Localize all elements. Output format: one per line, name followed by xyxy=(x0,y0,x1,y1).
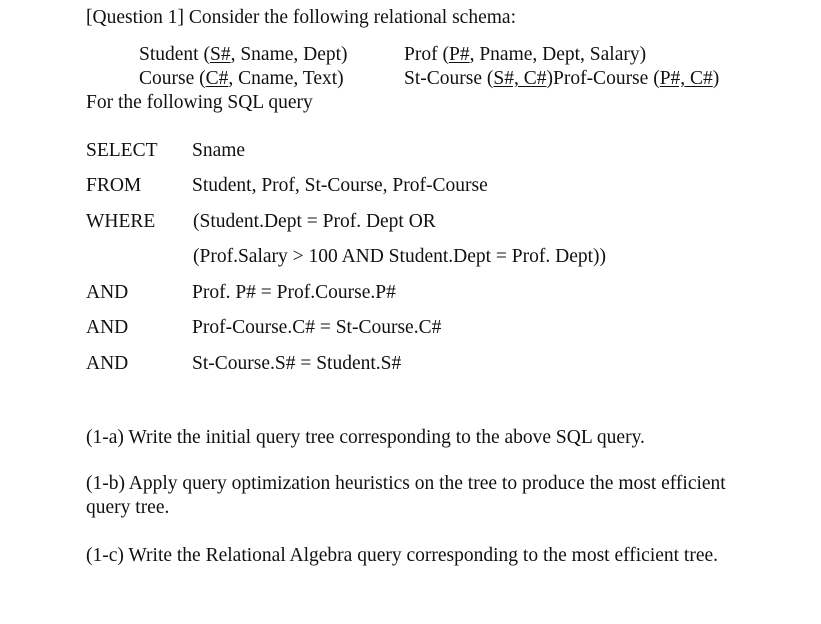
schema-prof-name: Prof xyxy=(404,44,438,65)
schema-student-name: Student xyxy=(139,44,199,65)
sql-where-condition-1: (Student.Dept = Prof. Dept OR xyxy=(193,211,436,232)
schema-prof-key: P# xyxy=(448,44,470,65)
schema-course-name: Course xyxy=(139,68,195,89)
schema-st-course-and-prof-course: St-Course (S#, C#)Prof-Course (P#, C#) xyxy=(404,68,720,89)
sql-and-condition-2: Prof-Course.C# = St-Course.C# xyxy=(192,317,442,338)
schema-prof-rest: , Pname, Dept, Salary) xyxy=(469,44,647,65)
task-1b-line-1: (1-b) Apply query optimization heuristics on the tree to produce the most efficient xyxy=(86,473,726,494)
schema-st-course-name: St-Course xyxy=(404,68,482,89)
schema-prof-course-rest: ) xyxy=(712,68,720,89)
task-1c: (1-c) Write the Relational Algebra query corresponding to the most efficient tree. xyxy=(86,545,719,566)
schema-prof-course-name: Prof-Course xyxy=(552,68,649,89)
sql-from-value: Student, Prof, St-Course, Prof-Course xyxy=(192,175,488,196)
sql-and-keyword-1: AND xyxy=(86,282,129,303)
sql-where-condition-2: (Prof.Salary > 100 AND Student.Dept = Prof. Dept)) xyxy=(193,246,607,267)
sql-from-keyword: FROM xyxy=(86,175,142,196)
sql-select-value: Sname xyxy=(192,140,246,161)
question-intro: [Question 1] Consider the following relational schema: xyxy=(86,7,516,28)
sql-and-keyword-3: AND xyxy=(86,353,129,374)
schema-prof-course-key: P#, C# xyxy=(659,68,713,89)
schema-student-key: S# xyxy=(209,44,231,65)
schema-st-course-key: S#, C# xyxy=(493,68,547,89)
schema-st-course-rest: ) xyxy=(546,68,553,89)
schema-course: Course (C#, Cname, Text) xyxy=(139,68,344,89)
sql-and-condition-1: Prof. P# = Prof.Course.P# xyxy=(192,282,396,303)
schema-student: Student (S#, Sname, Dept) xyxy=(139,44,348,65)
task-1b-line-2: query tree. xyxy=(86,497,170,518)
sql-where-keyword: WHERE xyxy=(86,211,156,232)
sql-select-keyword: SELECT xyxy=(86,140,158,161)
schema-course-rest: , Cname, Text) xyxy=(228,68,344,89)
schema-prof: Prof (P#, Pname, Dept, Salary) xyxy=(404,44,647,65)
sql-and-condition-3: St-Course.S# = Student.S# xyxy=(192,353,402,374)
schema-course-key: C# xyxy=(205,68,229,89)
sql-and-keyword-2: AND xyxy=(86,317,129,338)
schema-student-rest: , Sname, Dept) xyxy=(230,44,348,65)
query-lead: For the following SQL query xyxy=(86,92,313,113)
task-1a: (1-a) Write the initial query tree corresponding to the above SQL query. xyxy=(86,427,645,448)
